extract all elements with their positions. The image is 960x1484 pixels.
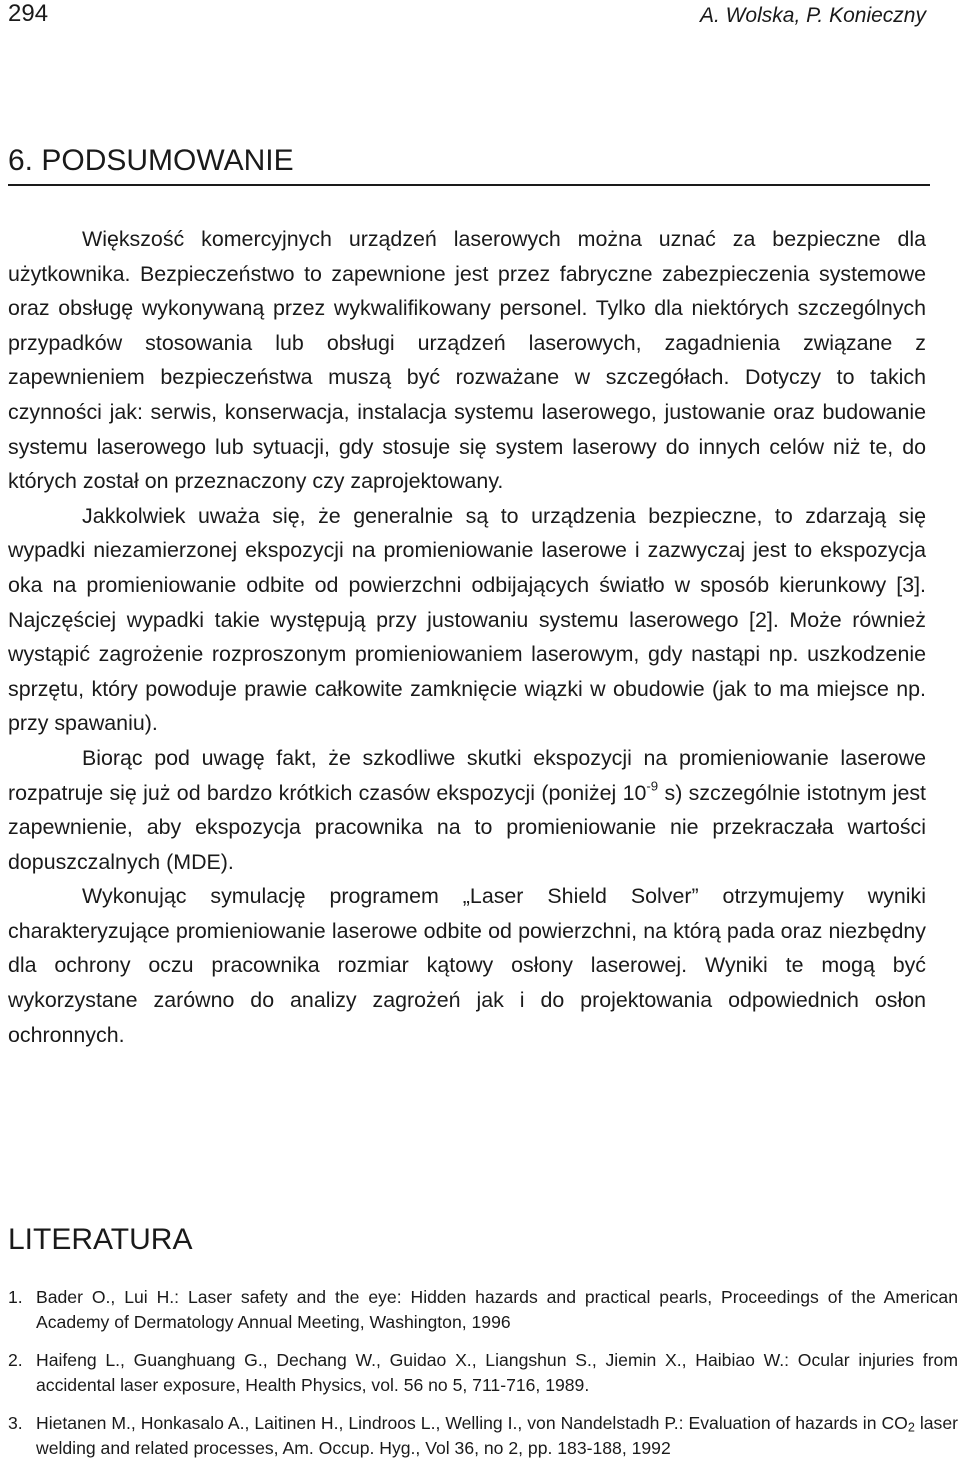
paragraph-3-text-before: Biorąc pod uwagę fakt, że szkodliwe skutki ekspozycji na promieniowanie laserowe rozpatruje się już od bardzo krótkich czasów ekspozycji (poniżej 10 [8,745,926,805]
reference-text-after: laser welding and related processes, Am. Occup. Hyg., Vol 36, no 2, pp. 183-188, 1992 [36,1413,958,1458]
section-title: 6. PODSUMOWANIE [8,144,294,177]
reference-item [8,1411,958,1461]
paragraph-2: Jakkolwiek uważa się, że generalnie są to urządzenia bezpieczne, to zdarzają się wypadki niezamierzonej ekspozycji na promieniowanie laserowe i zazwyczaj jest to ekspozycja oka na promieniowanie odbite od powierzchni odbijających światło w sposób kierunkowy [3]. Najczęściej wypadki takie występują przy justowaniu systemu laserowego [2]. Może również wystąpić zagrożenie rozproszonym promieniowaniem laserowym, gdy nastąpi np. uszkodzenie sprzętu, który powoduje prawie całkowite zamknięcie wiązki w obudowie (jak to ma miejsce np. przy spawaniu). [8,503,926,736]
reference-number: 3. [8,1413,23,1433]
reference-number: 2. [8,1350,23,1370]
reference-item [8,1285,958,1335]
page-number: 294 [8,0,49,27]
paragraph-3 [8,741,926,879]
exponent: -9 [646,778,659,794]
reference-number: 1. [8,1287,23,1307]
reference-list [8,1285,958,1474]
reference-text: Haifeng L., Guanghuang G., Dechang W., Guidao X., Liangshun S., Jiemin X., Haibiao W.: Ocular injuries from accidental laser exposure, Health Physics, vol. 56 no 5, 711-716, 1989. [36,1350,958,1395]
literature-title: LITERATURA [8,1223,193,1256]
section-divider [8,184,930,186]
reference-item [8,1348,958,1398]
paragraph-1: Większość komercyjnych urządzeń laserowych można uznać za bezpieczne dla użytkownika. Bezpieczeństwo to zapewnione jest przez fabryczne zabezpieczenia systemowe oraz obsługę wykonywaną przez wykwalifikowany personel. Tylko dla niektórych szczególnych przypadków stosowania lub obsługi urządzeń laserowych, zagadnienia związane z zapewnieniem bezpieczeństwa muszą być rozważane w szczegółach. Dotyczy to takich czynności jak: serwis, konserwacja, instalacja systemu laserowego, justowanie oraz budowanie systemu laserowego lub sytuacji, gdy stosuje się system laserowy do innych celów niż te, do których został on przeznaczony czy zaprojektowany. [8,227,926,494]
reference-text: Bader O., Lui H.: Laser safety and the eye: Hidden hazards and practical pearls, Proceedings of the American Academy of Dermatology Annual Meeting, Washington, 1996 [36,1287,958,1332]
reference-text-before: Hietanen M., Honkasalo A., Laitinen H., Lindroos L., Welling I., von Nandelstadh P.: Evaluation of hazards in CO [36,1413,908,1433]
subscript: 2 [907,1420,915,1435]
running-header-authors: A. Wolska, P. Konieczny [699,4,926,27]
section-body [8,222,926,1052]
paragraph-4: Wykonując symulację programem „Laser Shield Solver” otrzymujemy wyniki charakteryzujące promieniowanie laserowe odbite od powierzchni, na którą pada oraz niezbędny dla ochrony oczu pracownika rozmiar kątowy osłony laserowej. Wyniki te mogą być wykorzystane zarówno do analizy zagrożeń jak i do projektowania odpowiednich osłon ochronnych. [8,884,926,1047]
paragraph-3-text-after: s) szczególnie istotnym jest zapewnienie, aby ekspozycja pracownika na to promieniowanie nie przekraczała wartości dopuszczalnych (MDE). [8,780,927,874]
